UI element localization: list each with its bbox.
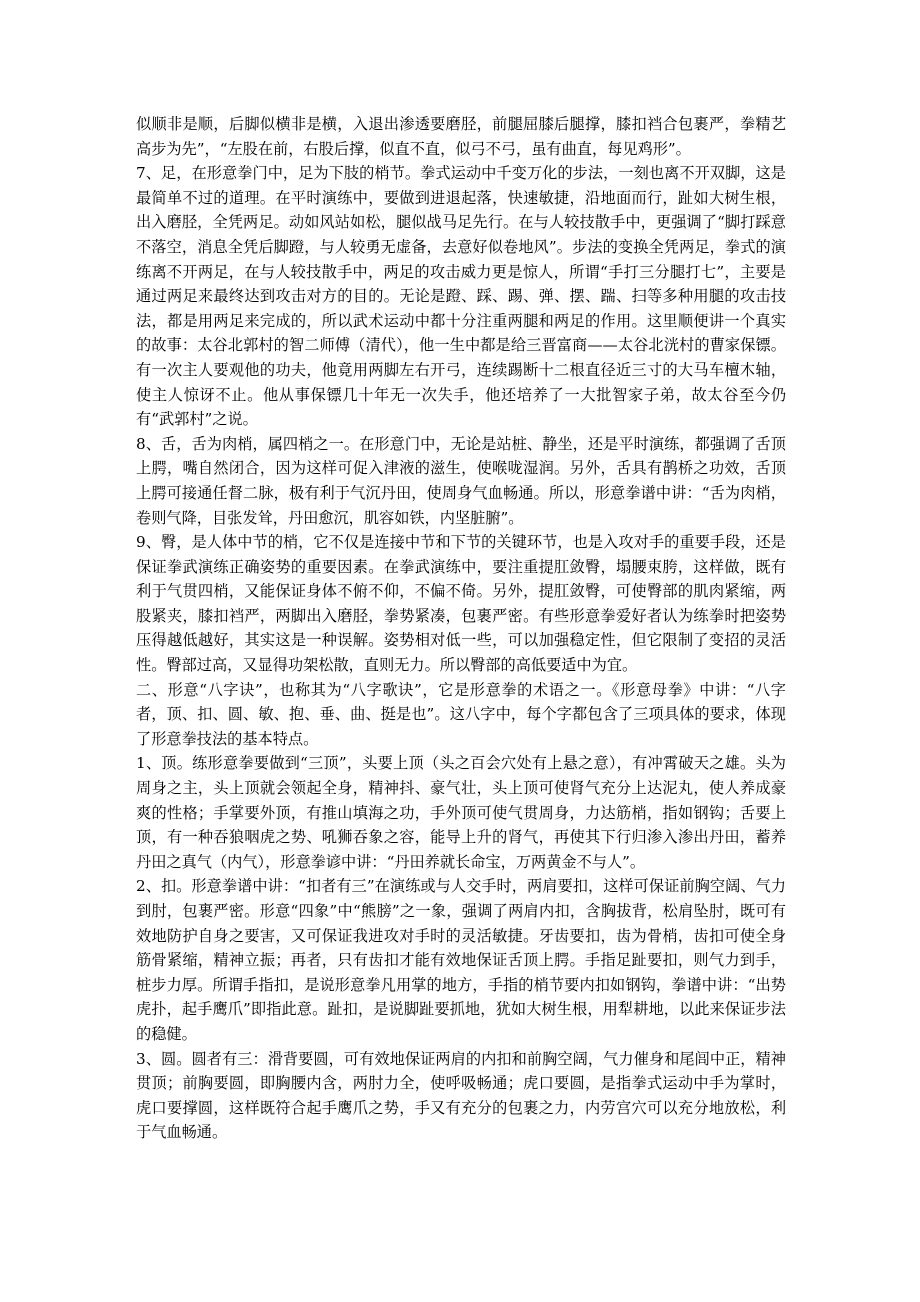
- paragraph-9-buttocks: 9、臀，是人体中节的梢，它不仅是连接中节和下节的关键环节，也是入攻对手的重要手段，还是保证拳武演练正确姿势的重要因素。在拳武演练中，要注重提肛敛臀，塌腰束胯，这样做，既有利于气贯四梢，又能保证身体不俯不仰，不偏不倚。另外，提肛敛臀，可使臀部的肌肉紧缩，两股紧夹，膝扣裆严，两脚出入磨胫，拳势紧凑，包裹严密。有些形意拳爱好者认为练拳时把姿势压得越低越好，其实这是一种误解。姿势相对低一些，可以加强稳定性，但它限制了变招的灵活性。臀部过高，又显得功架松散，直则无力。所以臀部的高低要适中为宜。: [136, 533, 786, 675]
- paragraph-2-kou: 2、扣。形意拳谱中讲：“扣者有三”在演练或与人交手时，两肩要扣，这样可保证前胸空阔、气力到肘，包裹严密。形意“四象”中“熊膀”之一象，强调了两肩内扣，含胸拔背，松肩坠肘，既可有效地防护自身之要害，又可保证我进攻对手时的灵活敏捷。牙齿要扣，齿为骨梢，齿扣可使全身筋骨紧缩，精神立振；再者，只有齿扣才能有效地保证舌顶上腭。手指足趾要扣，则气力到手，桩步力厚。所谓手指扣，是说形意拳凡用掌的地方，手指的梢节要内扣如钢钩，拳谱中讲：“出势虎扑，起手鹰爪”即指此意。趾扣，是说脚趾要抓地，犹如大树生根，用犁耕地，以此来保证步法的稳健。: [136, 877, 786, 1043]
- section-2-eight-character-formula: 二、形意“八字诀”，也称其为“八字歌诀”，它是形意拳的术语之一。《形意母拳》中讲：“八字者，顶、扣、圆、敏、抱、垂、曲、挺是也”。这八字中，每个字都包含了三项具体的要求，体现了形意拳技法的基本特点。: [136, 680, 786, 748]
- paragraph-8-tongue: 8、舌，舌为肉梢，属四梢之一。在形意门中，无论是站桩、静坐，还是平时演练，都强调了舌顶上腭，嘴自然闭合，因为这样可促入津液的滋生，使喉咙湿润。另外，舌具有鹊桥之功效，舌顶上腭可接通任督二脉，极有利于气沉丹田，使周身气血畅通。所以，形意拳谱中讲：“舌为肉梢，卷则气降，目张发耸，丹田愈沉，肌容如铁，内坚脏腑”。: [136, 434, 786, 527]
- paragraph-intro-continuation: 似顺非是顺，后脚似横非是横，入退出渗透要磨胫，前腿屈膝后腿撑，膝扣裆合包裹严，拳精艺高步为先”，“左股在前，右股后撑，似直不直，似弓不弓，虽有曲直，每见鸡形”。: [136, 115, 786, 158]
- document-page: [136, 112, 786, 1145]
- paragraph-3-yuan: 3、圆。圆者有三：滑背要圆，可有效地保证两肩的内扣和前胸空阔，气力催身和尾闾中正，精神贯顶；前胸要圆，即胸腰内含，两肘力全，使呼吸畅通；虎口要圆，是指拳式运动中手为掌时，虎口要撑圆，这样既符合起手鹰爪之势，手又有充分的包裹之力，内劳宫穴可以充分地放松，利于气血畅通。: [136, 1049, 786, 1142]
- paragraph-7-foot: 7、足，在形意拳门中，足为下肢的梢节。拳式运动中千变万化的步法，一刻也离不开双脚，这是最简单不过的道理。在平时演练中，要做到进退起落，快速敏捷，沿地面而行，趾如大树生根，出入磨胫，全凭两足。动如风站如松，腿似战马足先行。在与人较技散手中，更强调了“脚打踩意不落空，消息全凭后脚蹬，与人较勇无虚备，去意好似卷地风”。步法的变换全凭两足，拳式的演练离不开两足，在与人较技散手中，两足的攻击威力更是惊人，所谓“手打三分腿打七”，主要是通过两足来最终达到攻击对方的目的。无论是蹬、踩、踢、弹、摆、踹、扫等多种用腿的攻击技法，都是用两足来完成的，所以武术运动中都十分注重两腿和两足的作用。这里顺便讲一个真实的故事：太谷北郭村的智二师傅（清代），他一生中都是给三晋富商——太谷北洸村的曹家保镖。有一次主人要观他的功夫，他竟用两脚左右开弓，连续踢断十二根直径近三寸的大马车檀木轴，使主人惊讶不止。他从事保镖几十年无一次失手，他还培养了一大批智家子弟，故太谷至今仍有“武郭村”之说。: [136, 164, 786, 429]
- paragraph-1-ding: 1、顶。练形意拳要做到“三顶”，头要上顶（头之百会穴处有上悬之意），有冲霄破天之雄。头为周身之主，头上顶就会领起全身，精神抖、豪气壮，头上顶可使肾气充分上达泥丸，使人养成豪爽的性格；手掌要外顶，有推山填海之功，手外顶可使气贯周身，力达筋梢，指如钢钩；舌要上顶，有一种吞狼咽虎之势、吼狮吞象之容，能导上升的肾气，再使其下行归渗入渗出丹田，蓄养丹田之真气（内气），形意拳谚中讲：“丹田养就长命宝，万两黄金不与人”。: [136, 754, 786, 871]
